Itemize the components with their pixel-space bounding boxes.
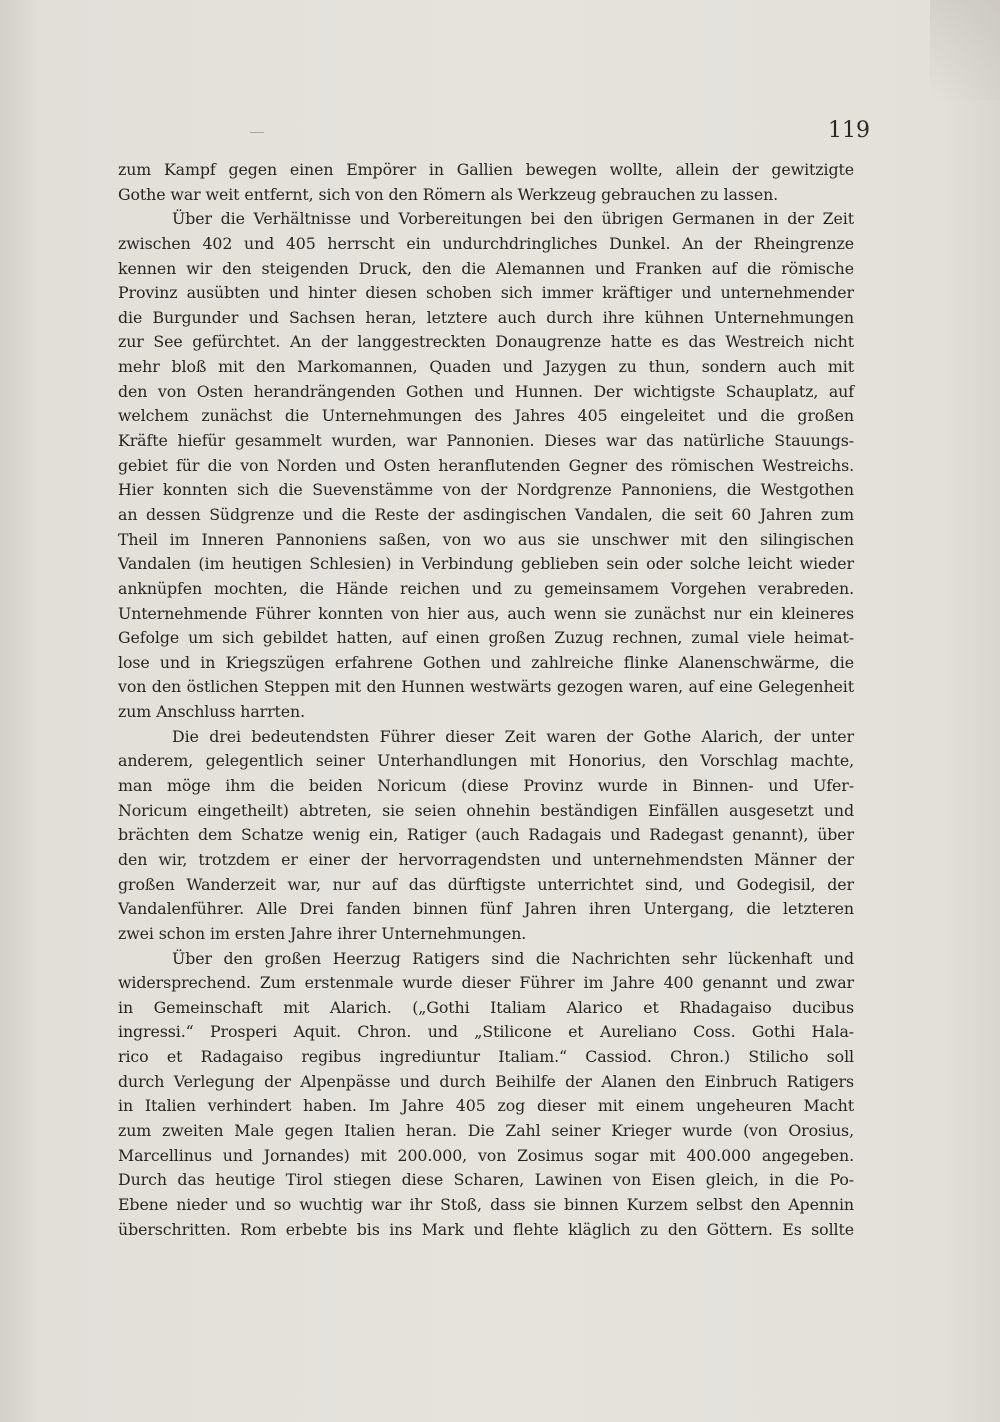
text-line: die Burgunder und Sachsen heran, letztere auch durch ihre kühnen Unternehmungen (118, 307, 854, 327)
text-line: Durch das heutige Tirol stiegen diese Scharen, Lawinen von Eisen gleich, in die Po- (118, 1170, 854, 1190)
text-line: widersprechend. Zum erstenmale wurde dieser Führer im Jahre 400 genannt und zwar (118, 973, 854, 993)
text-line: gebiet für die von Norden und Osten heranflutenden Gegner des römischen Westreichs. (118, 455, 854, 475)
text-line: Die drei bedeutendsten Führer dieser Zeit waren der Gothe Alarich, der unter (172, 726, 854, 746)
text-line: Gothe war weit entfernt, sich von den Römern als Werkzeug gebrauchen zu lassen. (118, 184, 779, 204)
text-line: zwischen 402 und 405 herrscht ein undurchdringliches Dunkel. An der Rheingrenze (118, 233, 854, 253)
text-line: Provinz ausübten und hinter diesen schoben sich immer kräftiger und unternehmender (118, 283, 854, 303)
text-line: großen Wanderzeit war, nur auf das dürftigste unterrichtet sind, und Godegisil, der (118, 874, 854, 894)
text-line: Vandalenführer. Alle Drei fanden binnen fünf Jahren ihren Untergang, die letzteren (118, 899, 854, 919)
text-line: anknüpfen mochten, die Hände reichen und zu gemeinsamem Vorgehen verabreden. (118, 578, 854, 598)
stray-mark (250, 132, 264, 133)
text-line: kennen wir den steigenden Druck, den die Alemannen und Franken auf die römische (118, 258, 854, 278)
text-line: durch Verlegung der Alpenpässe und durch Beihilfe der Alanen den Einbruch Ratigers (118, 1071, 854, 1091)
text-line: in Gemeinschaft mit Alarich. („Gothi Italiam Alarico et Rhadagaiso ducibus (118, 997, 854, 1017)
text-line: Gefolge um sich gebildet hatten, auf einen großen Zuzug rechnen, zumal viele heimat- (118, 628, 854, 648)
text-line: Kräfte hiefür gesammelt wurden, war Pannonien. Dieses war das natürliche Stauungs- (118, 431, 854, 451)
text-line: Über den großen Heerzug Ratigers sind die Nachrichten sehr lückenhaft und (172, 948, 854, 968)
text-line: welchem zunächst die Unternehmungen des Jahres 405 eingeleitet und die großen (118, 406, 854, 426)
text-line: Vandalen (im heutigen Schlesien) in Verbindung geblieben sein oder solche leicht wieder (118, 554, 854, 574)
text-line: den von Osten herandrängenden Gothen und Hunnen. Der wichtigste Schauplatz, auf (118, 381, 854, 401)
text-line: rico et Radagaiso regibus ingrediuntur Italiam.“ Cassiod. Chron.) Stilicho soll (118, 1047, 854, 1067)
text-line: an dessen Südgrenze und die Reste der asdingischen Vandalen, die seit 60 Jahren zum (118, 504, 854, 524)
text-line: Marcellinus und Jornandes) mit 200.000, von Zosimus sogar mit 400.000 angegeben. (118, 1145, 854, 1165)
text-line: lose und in Kriegszügen erfahrene Gothen und zahlreiche flinke Alanenschwärme, die (118, 652, 854, 672)
text-line: überschritten. Rom erbebte bis ins Mark und flehte kläglich zu den Göttern. Es sollte (118, 1219, 854, 1239)
text-line: anderem, gelegentlich seiner Unterhandlungen mit Honorius, den Vorschlag machte, (118, 751, 854, 771)
text-line: zum Kampf gegen einen Empörer in Gallien bewegen wollte, allein der gewitzigte (118, 160, 854, 179)
page-corner-shading (930, 0, 1000, 100)
text-line: brächten dem Schatze wenig ein, Ratiger (auch Radagais und Radegast genannt), über (118, 825, 854, 845)
page-number: 119 (828, 118, 870, 143)
body-text (118, 158, 854, 1242)
text-line: mehr bloß mit den Markomannen, Quaden und Jazygen zu thun, sondern auch mit (118, 357, 854, 377)
text-line: Ebene nieder und so wuchtig war ihr Stoß, dass sie binnen Kurzem selbst den Apennin (118, 1194, 854, 1214)
text-line: ingressi.“ Prosperi Aquit. Chron. und „Stilicone et Aureliano Coss. Gothi Hala- (118, 1022, 854, 1042)
text-line: Hier konnten sich die Suevenstämme von der Nordgrenze Pannoniens, die Westgothen (118, 480, 854, 500)
text-line: man möge ihm die beiden Noricum (diese Provinz wurde in Binnen- und Ufer- (118, 776, 854, 796)
text-line: den wir, trotzdem er einer der hervorragendsten und unternehmendsten Männer der (118, 849, 854, 869)
text-line: von den östlichen Steppen mit den Hunnen westwärts gezogen waren, auf eine Gelegenheit (118, 677, 854, 697)
text-line: Noricum eingetheilt) abtreten, sie seien ohnehin beständigen Einfällen ausgesetzt und (118, 800, 854, 820)
text-line: zum zweiten Male gegen Italien heran. Die Zahl seiner Krieger wurde (von Orosius, (118, 1120, 854, 1140)
text-line: Theil im Inneren Pannoniens saßen, von wo aus sie unschwer mit den silingischen (118, 529, 854, 549)
text-line: Unternehmende Führer konnten von hier aus, auch wenn sie zunächst nur ein kleineres (118, 603, 854, 623)
text-line: Über die Verhältnisse und Vorbereitungen bei den übrigen Germanen in der Zeit (172, 209, 854, 229)
text-line: zur See gefürchtet. An der langgestreckten Donaugrenze hatte es das Westreich nicht (118, 332, 854, 352)
text-line: in Italien verhindert haben. Im Jahre 405 zog dieser mit einem ungeheuren Macht (118, 1096, 854, 1116)
text-line: zum Anschluss harrten. (118, 702, 306, 722)
text-line: zwei schon im ersten Jahre ihrer Unternehmungen. (118, 923, 527, 943)
